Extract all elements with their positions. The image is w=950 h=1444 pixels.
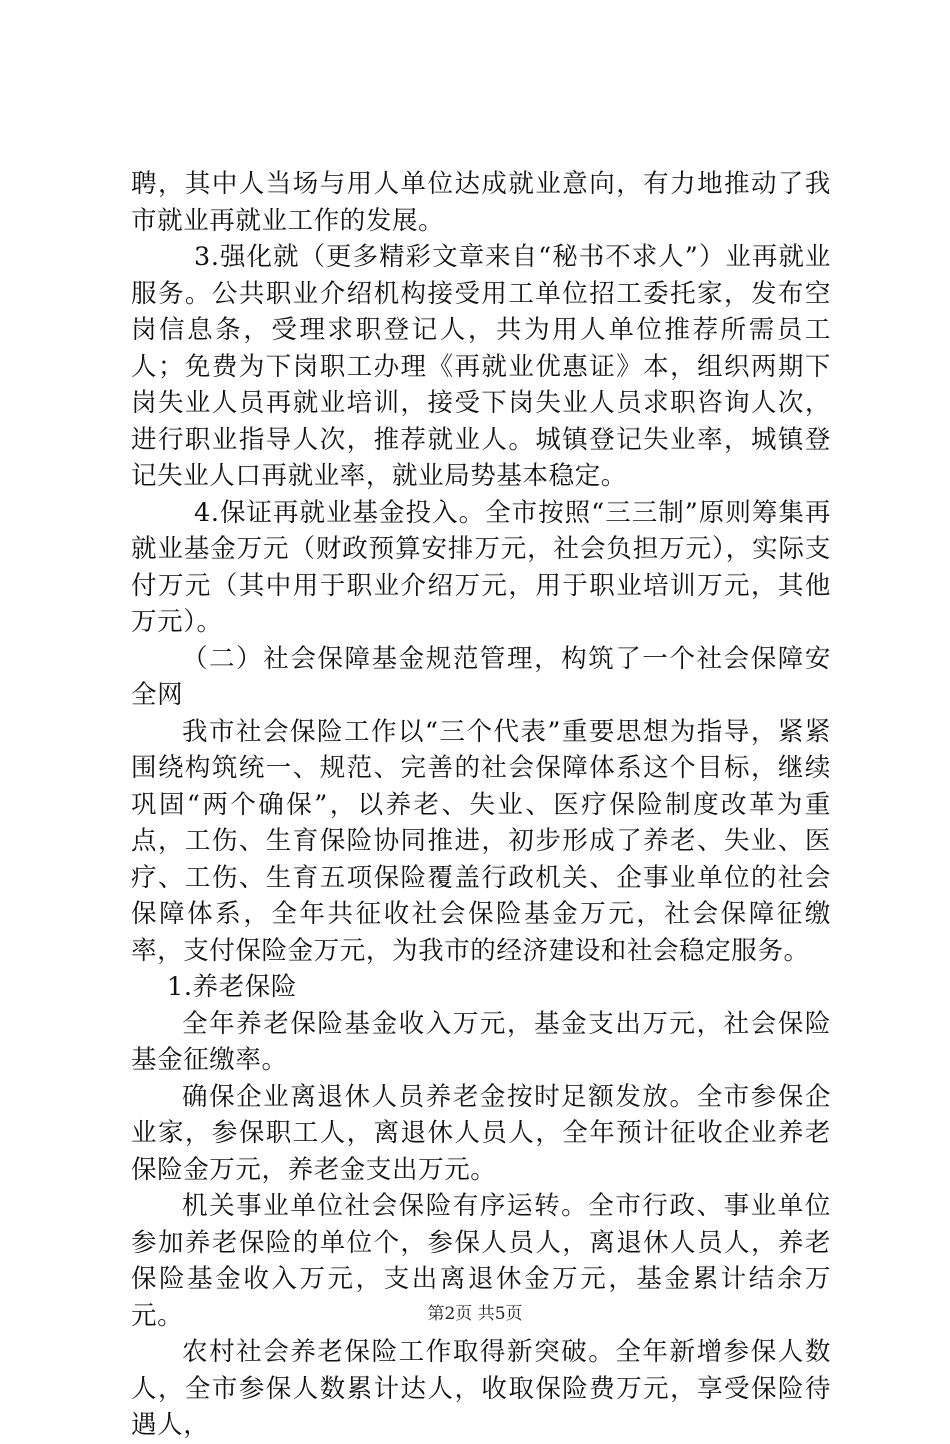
paragraph-rural-pension: 农村社会养老保险工作取得新突破。全年新增参保人数人，全市参保人数累计达人，收取保险费万元，享受保险待遇人， [131,1337,831,1440]
paragraph-reemployment-services: 3.强化就（更多精彩文章来自“秘书不求人”）业再就业服务。公共职业介绍机构接受用工单位招工委托家，发布空岗信息条，受理求职登记人，共为用人单位推荐所需员工人；免费为下岗职工办理《再就业优惠证》本，组织两期下岗失业人员再就业培训，接受下岗失业人员求职咨询人次，进行职业指导人次，推荐就业人。城镇登记失业率，城镇登记失业人口再就业率，就业局势基本稳定。 [131,242,831,491]
section-heading-social-security: （二）社会保障基金规范管理，构筑了一个社会保障安全网 [131,643,831,710]
paragraph-enterprise-pension: 确保企业离退休人员养老金按时足额发放。全市参保企业家，参保职工人，离退休人员人，全年预计征收企业养老保险金万元，养老金支出万元。 [131,1081,831,1185]
page-number-footer: 第2页 共5页 [427,1304,523,1324]
subheading-pension-insurance: 1.养老保险 [167,972,297,1002]
paragraph-social-insurance-overview: 我市社会保险工作以“三个代表”重要思想为指导，紧紧围绕构筑统一、规范、完善的社会保障体系这个目标，继续巩固“两个确保”，以养老、失业、医疗保险制度改革为重点，工伤、生育保险协同推进，初步形成了养老、失业、医疗、工伤、生育五项保险覆盖行政机关、企事业单位的社会保障体系，全年共征收社会保险基金万元，社会保障征缴率，支付保险金万元，为我市的经济建设和社会稳定服务。 [131,716,831,966]
document-body [131,166,831,1444]
paragraph-reemployment-fund: 4.保证再就业基金投入。全市按照“三三制”原则筹集再就业基金万元（财政预算安排万元，社会负担万元），实际支付万元（其中用于职业介绍万元，用于职业培训万元，其他万元）。 [131,497,831,637]
paragraph-employment-continuation: 聘，其中人当场与用人单位达成就业意向，有力地推动了我市就业再就业工作的发展。 [131,169,831,236]
paragraph-institution-insurance: 机关事业单位社会保险有序运转。全市行政、事业单位参加养老保险的单位个，参保人员人，离退休人员人，养老保险基金收入万元，支出离退休金万元，基金累计结余万元。 [131,1191,831,1331]
paragraph-pension-fund-income: 全年养老保险基金收入万元，基金支出万元，社会保险基金征缴率。 [131,1008,831,1075]
